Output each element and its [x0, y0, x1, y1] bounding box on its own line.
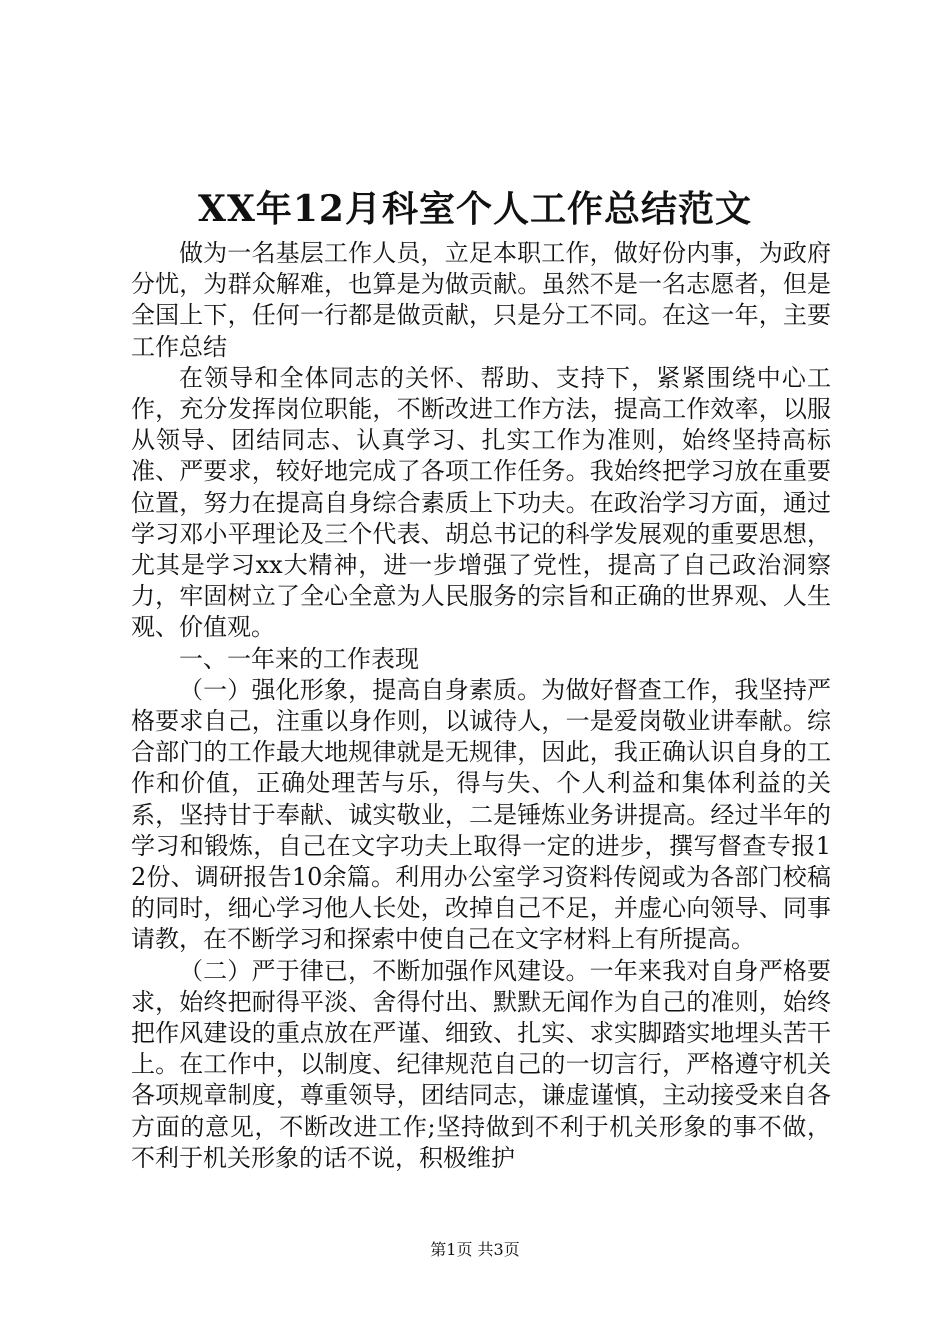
document-title: XX年12月科室个人工作总结范文 — [198, 188, 752, 230]
document-body — [131, 238, 831, 1174]
page-number-footer: 第1页 共3页 — [430, 1240, 520, 1259]
paragraph-section-2: （二）严于律已，不断加强作风建设。一年来我对自身严格要求，始终把耐得平淡、舍得付出、默默无闻作为自己的准则，始终把作风建设的重点放在严谨、细致、扎实、求实脚踏实地埋头苦干上。在工作中，以制度、纪律规范自己的一切言行，严格遵守机关各项规章制度，尊重领导，团结同志，谦虚谨慎，主动接受来自各方面的意见，不断改进工作;坚持做到不利于机关形象的事不做，不利于机关形象的话不说，积极维护 — [131, 956, 831, 1172]
paragraph-section-1: （一）强化形象，提高自身素质。为做好督查工作，我坚持严格要求自己，注重以身作则，以诚待人，一是爱岗敬业讲奉献。综合部门的工作最大地规律就是无规律，因此，我正确认识自身的工作和价值，正确处理苦与乐，得与失、个人利益和集体利益的关系，坚持甘于奉献、诚实敬业，二是锤炼业务讲提高。经过半年的学习和锻炼，自己在文字功夫上取得一定的进步，撰写督查专报12份、调研报告10余篇。利用办公室学习资料传阅或为各部门校稿的同时，细心学习他人长处，改掉自己不足，并虚心向领导、同事请教，在不断学习和探索中使自己在文字材料上有所提高。 — [131, 675, 831, 954]
paragraph-summary: 在领导和全体同志的关怀、帮助、支持下，紧紧围绕中心工作，充分发挥岗位职能，不断改进工作方法，提高工作效率，以服从领导、团结同志、认真学习、扎实工作为准则，始终坚持高标准、严要求，较好地完成了各项工作任务。我始终把学习放在重要位置，努力在提高自身综合素质上下功夫。在政治学习方面，通过学习邓小平理论及三个代表、胡总书记的科学发展观的重要思想，尤其是学习xx大精神，进一步增强了党性，提高了自己政治洞察力，牢固树立了全心全意为人民服务的宗旨和正确的世界观、人生观、价值观。 — [131, 363, 831, 642]
section-heading-work-performance: 一、一年来的工作表现 — [179, 644, 419, 673]
paragraph-intro: 做为一名基层工作人员，立足本职工作，做好份内事，为政府分忧，为群众解难，也算是为做贡献。虽然不是一名志愿者，但是全国上下，任何一行都是做贡献，只是分工不同。在这一年，主要工作总结 — [131, 239, 831, 361]
